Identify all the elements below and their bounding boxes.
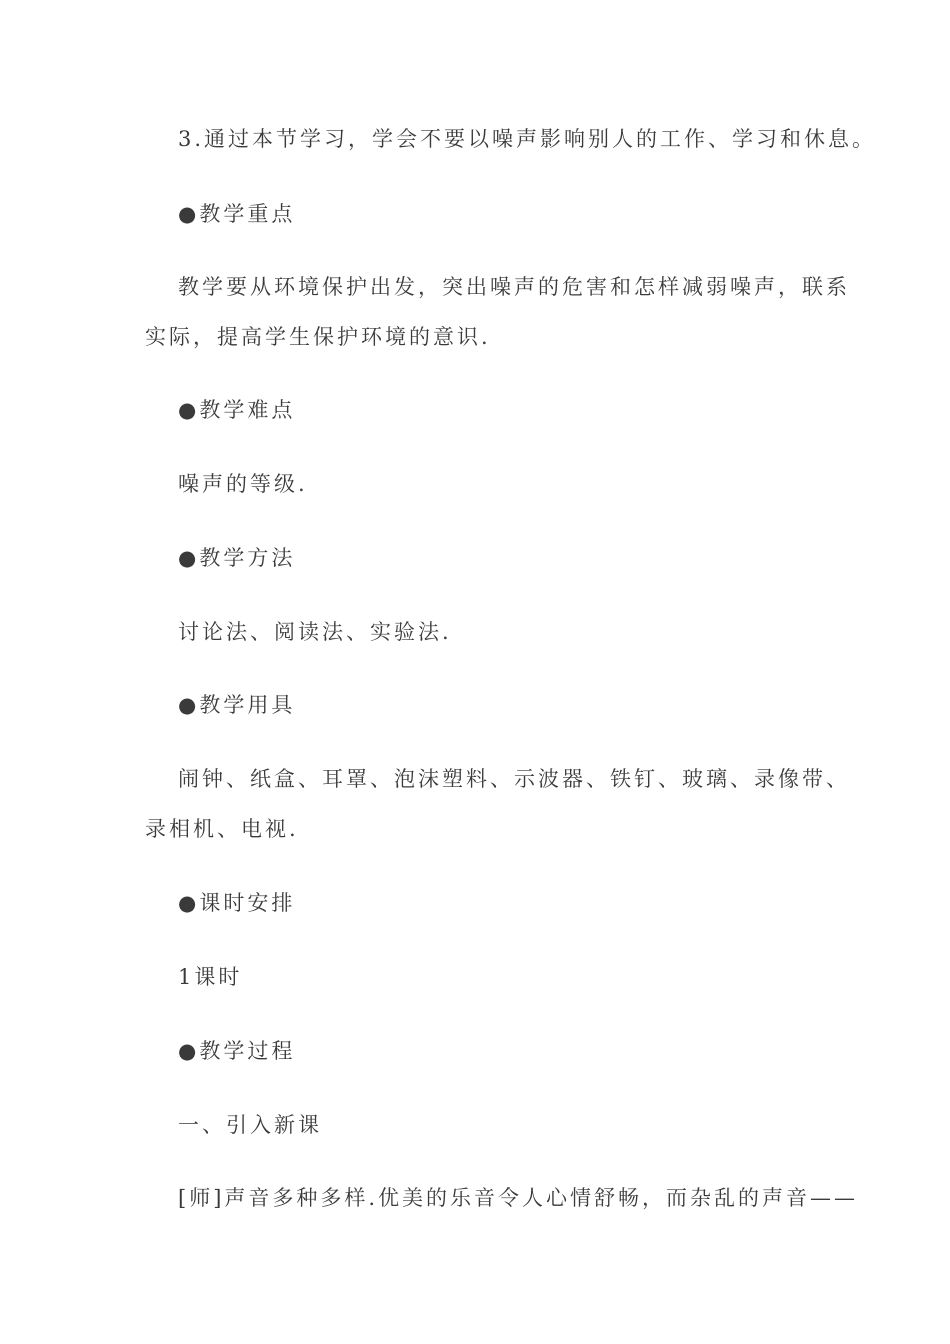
key-points-text-line2: 实际，提高学生保护环境的意识. (145, 325, 491, 349)
key-points-heading: ●教学重点 (178, 202, 296, 226)
methods-heading: ●教学方法 (178, 546, 296, 570)
difficulty-heading: ●教学难点 (178, 398, 296, 422)
objective-3-text: 3.通过本节学习，学会不要以噪声影响别人的工作、学习和休息。 (178, 127, 877, 151)
process-heading: ●教学过程 (178, 1039, 296, 1063)
methods-text: 讨论法、阅读法、实验法. (178, 620, 452, 644)
schedule-heading: ●课时安排 (178, 891, 296, 915)
tools-text-line1: 闹钟、纸盒、耳罩、泡沫塑料、示波器、铁钉、玻璃、录像带、 (178, 767, 850, 791)
difficulty-text: 噪声的等级. (178, 472, 308, 496)
key-points-text-line1: 教学要从环境保护出发，突出噪声的危害和怎样减弱噪声，联系 (178, 275, 850, 299)
tools-heading: ●教学用具 (178, 693, 296, 717)
tools-text-line2: 录相机、电视. (145, 817, 299, 841)
section-1-title: 一、引入新课 (178, 1113, 322, 1137)
schedule-text: 1课时 (178, 965, 243, 989)
teacher-line: [师]声音多种多样.优美的乐音令人心情舒畅，而杂乱的声音—— (178, 1186, 859, 1210)
